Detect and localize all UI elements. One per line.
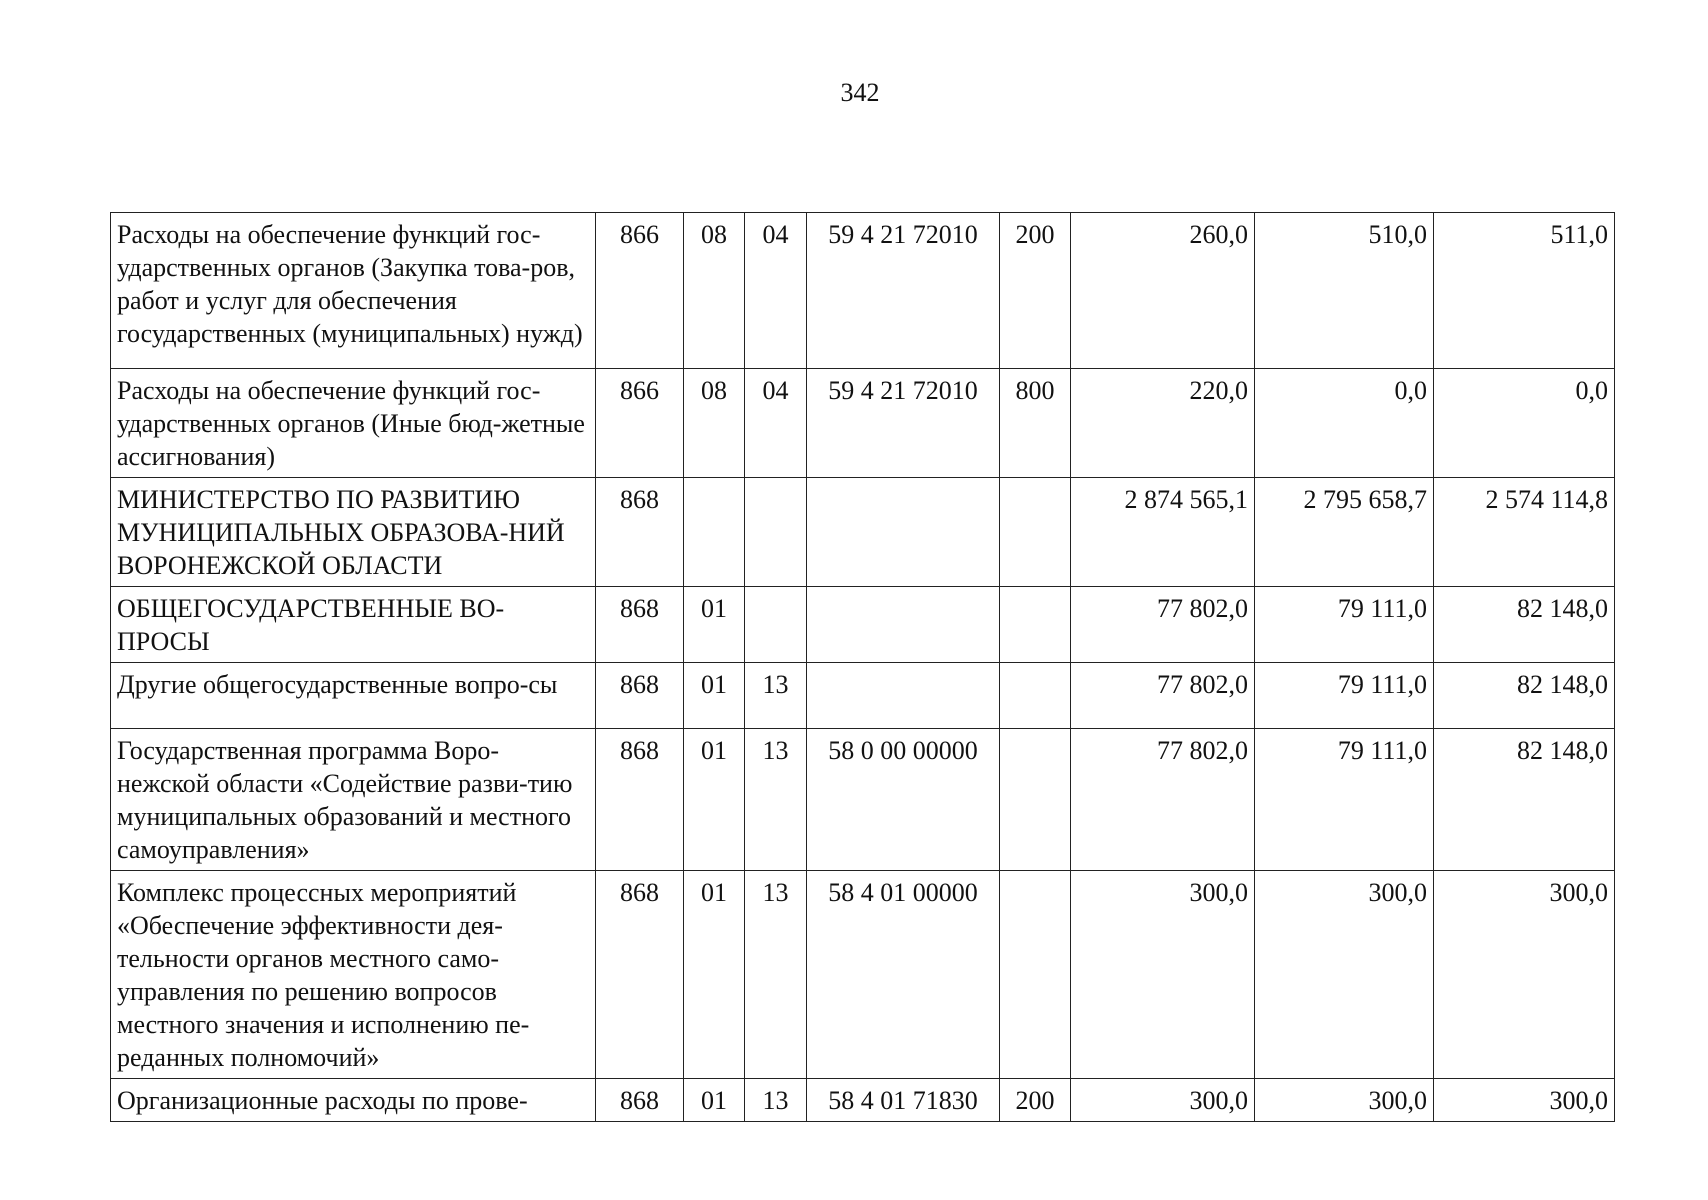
page-number: 342 [840, 78, 880, 107]
amount-year-2-cell: 2 795 658,7 [1255, 478, 1434, 587]
amount-year-1-cell: 260,0 [1071, 213, 1255, 369]
subsection-code-cell: 13 [745, 1079, 807, 1122]
expense-type-cell [1000, 663, 1071, 729]
amount-year-3-cell: 82 148,0 [1434, 663, 1615, 729]
amount-year-1-cell: 220,0 [1071, 369, 1255, 478]
expense-type-cell [1000, 729, 1071, 871]
subsection-code-cell: 04 [745, 213, 807, 369]
grbs-code-cell: 868 [596, 663, 684, 729]
expense-type-cell [1000, 587, 1071, 663]
grbs-code-cell: 868 [596, 587, 684, 663]
table-row [111, 587, 1615, 663]
amount-year-3-cell: 0,0 [1434, 369, 1615, 478]
amount-year-3-cell: 82 148,0 [1434, 587, 1615, 663]
section-code-cell: 01 [684, 663, 745, 729]
section-code-cell: 01 [684, 587, 745, 663]
row-name-cell: МИНИСТЕРСТВО ПО РАЗВИТИЮ МУНИЦИПАЛЬНЫХ ОБРАЗОВА-НИЙ ВОРОНЕЖСКОЙ ОБЛАСТИ [111, 478, 596, 587]
subsection-code-cell [745, 587, 807, 663]
grbs-code-cell: 868 [596, 871, 684, 1079]
expense-type-cell: 200 [1000, 213, 1071, 369]
amount-year-1-cell: 77 802,0 [1071, 587, 1255, 663]
amount-year-3-cell: 82 148,0 [1434, 729, 1615, 871]
section-code-cell [684, 478, 745, 587]
grbs-code-cell: 866 [596, 213, 684, 369]
subsection-code-cell: 13 [745, 871, 807, 1079]
grbs-code-cell: 868 [596, 478, 684, 587]
section-code-cell: 01 [684, 871, 745, 1079]
target-article-cell: 58 0 00 00000 [807, 729, 1000, 871]
amount-year-2-cell: 510,0 [1255, 213, 1434, 369]
amount-year-2-cell: 0,0 [1255, 369, 1434, 478]
grbs-code-cell: 868 [596, 1079, 684, 1122]
table-row [111, 871, 1615, 1079]
table-row [111, 369, 1615, 478]
expense-type-cell: 800 [1000, 369, 1071, 478]
amount-year-1-cell: 2 874 565,1 [1071, 478, 1255, 587]
table-row [111, 478, 1615, 587]
budget-table [110, 212, 1615, 1122]
amount-year-1-cell: 77 802,0 [1071, 729, 1255, 871]
amount-year-2-cell: 300,0 [1255, 1079, 1434, 1122]
section-code-cell: 08 [684, 369, 745, 478]
row-name-cell: Организационные расходы по прове- [111, 1079, 596, 1122]
subsection-code-cell: 13 [745, 663, 807, 729]
amount-year-2-cell: 79 111,0 [1255, 663, 1434, 729]
amount-year-3-cell: 300,0 [1434, 1079, 1615, 1122]
amount-year-2-cell: 300,0 [1255, 871, 1434, 1079]
row-name-cell: Расходы на обеспечение функций гос-ударственных органов (Иные бюд-жетные ассигнования) [111, 369, 596, 478]
subsection-code-cell: 04 [745, 369, 807, 478]
expense-type-cell: 200 [1000, 1079, 1071, 1122]
grbs-code-cell: 866 [596, 369, 684, 478]
amount-year-1-cell: 77 802,0 [1071, 663, 1255, 729]
budget-table-body [111, 213, 1615, 1122]
target-article-cell: 59 4 21 72010 [807, 213, 1000, 369]
table-row [111, 1079, 1615, 1122]
target-article-cell [807, 663, 1000, 729]
table-row [111, 663, 1615, 729]
row-name-cell: Комплекс процессных мероприятий «Обеспечение эффективности дея-тельности органов местного само-управления по решению вопросов местного значения и исполнению пе-реданных полномочий» [111, 871, 596, 1079]
row-name-cell: Государственная программа Воро-нежской области «Содействие разви-тию муниципальных образований и местного самоуправления» [111, 729, 596, 871]
amount-year-1-cell: 300,0 [1071, 871, 1255, 1079]
row-name-cell: Другие общегосударственные вопро-сы [111, 663, 596, 729]
amount-year-3-cell: 2 574 114,8 [1434, 478, 1615, 587]
amount-year-2-cell: 79 111,0 [1255, 729, 1434, 871]
target-article-cell [807, 478, 1000, 587]
expense-type-cell [1000, 478, 1071, 587]
target-article-cell [807, 587, 1000, 663]
section-code-cell: 01 [684, 729, 745, 871]
row-name-cell: ОБЩЕГОСУДАРСТВЕННЫЕ ВО-ПРОСЫ [111, 587, 596, 663]
amount-year-3-cell: 300,0 [1434, 871, 1615, 1079]
row-name-cell: Расходы на обеспечение функций гос-ударственных органов (Закупка това-ров, работ и услуг для обеспечения государственных (муниципальных) нужд) [111, 213, 596, 369]
target-article-cell: 59 4 21 72010 [807, 369, 1000, 478]
expense-type-cell [1000, 871, 1071, 1079]
amount-year-2-cell: 79 111,0 [1255, 587, 1434, 663]
table-row [111, 213, 1615, 369]
target-article-cell: 58 4 01 00000 [807, 871, 1000, 1079]
target-article-cell: 58 4 01 71830 [807, 1079, 1000, 1122]
table-row [111, 729, 1615, 871]
grbs-code-cell: 868 [596, 729, 684, 871]
subsection-code-cell: 13 [745, 729, 807, 871]
section-code-cell: 08 [684, 213, 745, 369]
amount-year-1-cell: 300,0 [1071, 1079, 1255, 1122]
amount-year-3-cell: 511,0 [1434, 213, 1615, 369]
section-code-cell: 01 [684, 1079, 745, 1122]
subsection-code-cell [745, 478, 807, 587]
